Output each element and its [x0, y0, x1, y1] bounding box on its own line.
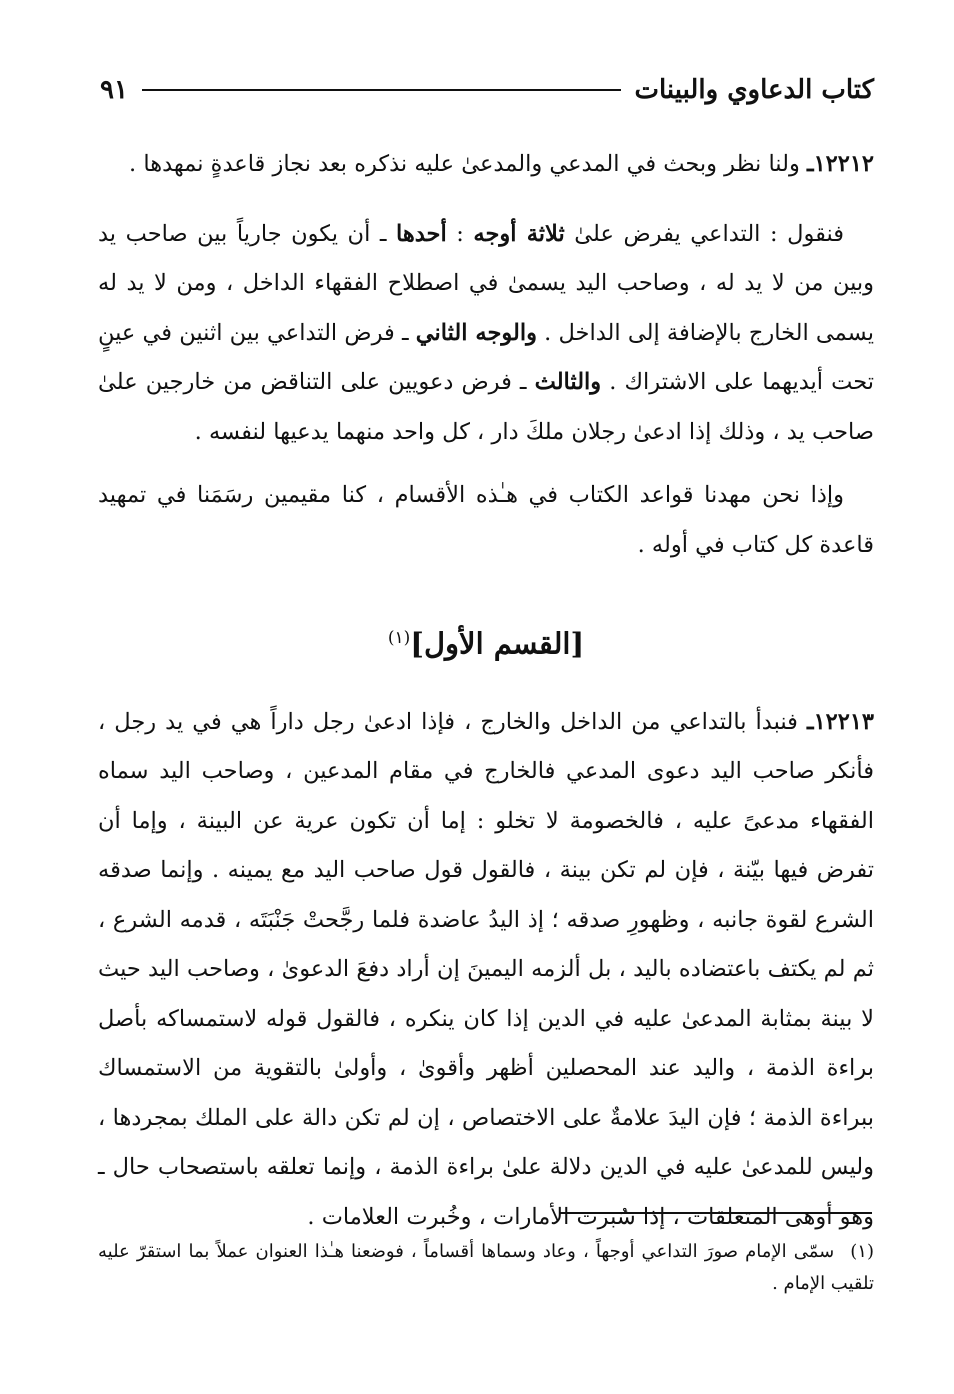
running-header	[100, 70, 874, 110]
paragraph-12213	[98, 698, 874, 1243]
footnote	[98, 1236, 874, 1300]
header-rule	[142, 89, 621, 91]
paragraph-text: فنبدأ بالتداعي من الداخل والخارج ، فإذا ادعىٰ رجل داراً هي في يد رجل ، فأنكر صاحب اليد دعوى المدعي فالخارج في مقام المدعين ، وصاحب اليد سماه الفقهاء مدعىً عليه ، فالخصومة لا تخلو : إما أن تكون عرية عن البينة ، وإما أن تفرض فيها بيّنة ، فإن لم تكن بينة ، فالقول قول صاحب اليد مع يمينه . وإنما صدقه الشرع لقوة جانبه ، وظهورِ صدقه ؛ إذ اليدُ عاضدة فلما رجَّحتْ جَنْبَتَه ، قدمه الشرع ، ثم لم يكتف باعتضاده باليد ، بل ألزمه اليمينَ إن أراد دفعَ الدعوىٰ ، وصاحب اليد حيث لا بينة بمثابة المدعىٰ عليه في الدين إذا كان ينكره ، فالقول قوله لاستمساكه بأصل براءة الذمة ، واليد عند المحصلين أظهر وأقوىٰ ، وأولىٰ بالتقوية من الاستمساك ببراءة الذمة ؛ فإن اليدَ علامةٌ على الاختصاص ، إن لم تكن دالة على الملك بمجردها ، وليس للمدعىٰ عليه في الدين دلالة علىٰ براءة الذمة ، وإنما تعلقه باستصحاب حال ـ وهو أوهى المتعلقات ، إذا سُبرت الأمارات ، وخُبرت العلامات .	[98, 708, 874, 1230]
footnote-mark: (١)	[850, 1241, 874, 1262]
paragraph-number: ١٢٢١٣ـ	[806, 708, 874, 735]
bold-term: ثلاثة أوجه	[473, 220, 565, 247]
book-title: كتاب الدعاوي والبينات	[634, 75, 874, 105]
section-title-text: [القسم الأول]	[410, 626, 585, 661]
paragraph-text: ولنا نظر وبحث في المدعي والمدعىٰ عليه نذكره بعد نجاز قاعدةٍ نمهدها .	[129, 151, 807, 177]
paragraph-number: ١٢٢١٢ـ	[806, 151, 874, 177]
page-number: ٩١	[100, 75, 128, 105]
text-run: فنقول : التداعي يفرض علىٰ	[564, 220, 845, 247]
section-heading	[98, 618, 874, 664]
paragraph-method: وإذا نحن مهدنا قواعد الكتاب في هـٰذه الأقسام ، كنا مقيمين رسَمَنا في تمهيد قاعدة كل كتاب في أوله .	[98, 482, 874, 558]
paragraph-three-aspects	[98, 210, 874, 458]
paragraph-12212	[98, 140, 874, 190]
bold-term: والوجه الثاني	[415, 319, 537, 346]
bold-term: والثالث	[534, 369, 602, 395]
text-run: ـ فرض دعويين على التناقض من خارجين علىٰ صاحب يد ، وذلك إذا ادعىٰ رجلان ملكَ دار ، كل واحد منهما يدعيها لنفسه .	[98, 369, 874, 445]
text-run: ـ فرض التداعي بين اثنين في عينٍ تحت أيديهما على الاشتراك .	[98, 319, 874, 395]
bold-term: أحدها	[396, 220, 447, 247]
text-run: :	[446, 220, 474, 247]
text-run: ـ أن يكون جارياً بين صاحب يد وبين من لا يد له ، وصاحب اليد يسمىٰ في اصطلاح الفقهاء الداخل ، ومن لا يد له يسمى الخارج بالإضافة إلى الداخل .	[98, 220, 874, 346]
footnote-text: سمّى الإمام صورَ التداعي أوجهاً ، وعاد وسماها أقساماً ، فوضعنا هـٰذا العنوان عملاً بما استقرّ عليه تلقيب الإمام .	[98, 1241, 874, 1294]
page-body	[98, 140, 874, 1242]
footnote-separator	[560, 1212, 872, 1214]
footnote-reference: (١)	[387, 628, 411, 648]
